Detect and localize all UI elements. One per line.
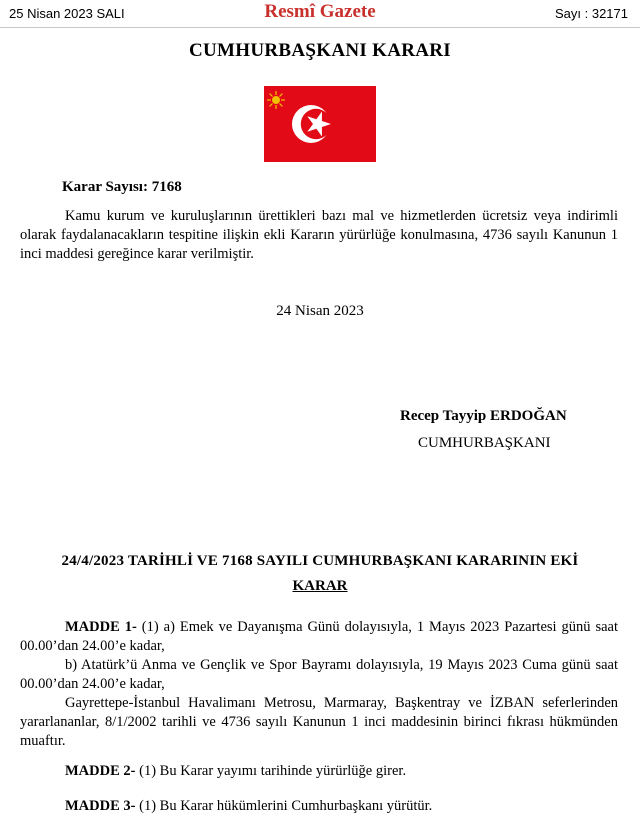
article-2	[20, 762, 618, 781]
gazette-header	[0, 0, 640, 28]
annex-title: 24/4/2023 TARİHLİ VE 7168 SAYILI CUMHURBAŞKANI KARARININ EKİ	[61, 553, 579, 569]
gazette-brand: Resmî Gazete	[264, 1, 376, 22]
article-3	[20, 797, 618, 816]
signer-title: CUMHURBAŞKANI	[418, 435, 551, 451]
article-3-text: (1) Bu Karar hükümlerini Cumhurbaşkanı yürütür.	[139, 798, 433, 814]
article-1-clause-c: Gayrettepe-İstanbul Havalimanı Metrosu, Marmaray, Başkentray ve İZBAN seferlerinden yararlananlar, 8/1/2002 tarihli ve 4736 sayılı Kanunun 1 inci maddesinin birinci fıkrası hükmünden muaftır.	[20, 695, 618, 749]
article-1-clause-a-text: (1) a) Emek ve Dayanışma Günü dolayısıyla, 1 Mayıs 2023 Pazartesi günü saat 00.00’dan 24.00’e kadar,	[20, 619, 619, 654]
publication-date: 25 Nisan 2023 SALI	[9, 6, 125, 21]
document-title: CUMHURBAŞKANI KARARI	[189, 40, 451, 61]
annex-subtitle: KARAR	[292, 578, 348, 594]
presidential-seal-flag-icon	[264, 86, 376, 162]
article-1-label: MADDE 1-	[65, 619, 137, 635]
decision-number: Karar Sayısı: 7168	[62, 179, 182, 195]
article-2-text: (1) Bu Karar yayımı tarihinde yürürlüğe girer.	[139, 763, 407, 779]
decision-date: 24 Nisan 2023	[276, 303, 364, 319]
presidential-sun-emblem	[267, 91, 285, 109]
article-1-clause-b: b) Atatürk’ü Anma ve Gençlik ve Spor Bayramı dolayısıyla, 19 Mayıs 2023 Cuma günü saat 00.00’dan 24.00’e kadar,	[20, 657, 618, 692]
issue-number: Sayı : 32171	[555, 6, 628, 21]
article-1	[20, 618, 618, 751]
article-3-label: MADDE 3-	[65, 798, 136, 814]
preamble-paragraph: Kamu kurum ve kuruluşlarının ürettikleri bazı mal ve hizmetlerden ücretsiz veya indirimli olarak faydalanacakların tespitine ilişkin ekli Kararın yürürlüğe konulmasına, 4736 sayılı Kanunun 1 inci maddesi gereğince karar verilmiştir.	[20, 208, 618, 262]
header-divider	[0, 27, 640, 28]
signer-name: Recep Tayyip ERDOĞAN	[400, 408, 567, 424]
article-1-clause-a	[20, 618, 618, 656]
article-2-label: MADDE 2-	[65, 763, 136, 779]
